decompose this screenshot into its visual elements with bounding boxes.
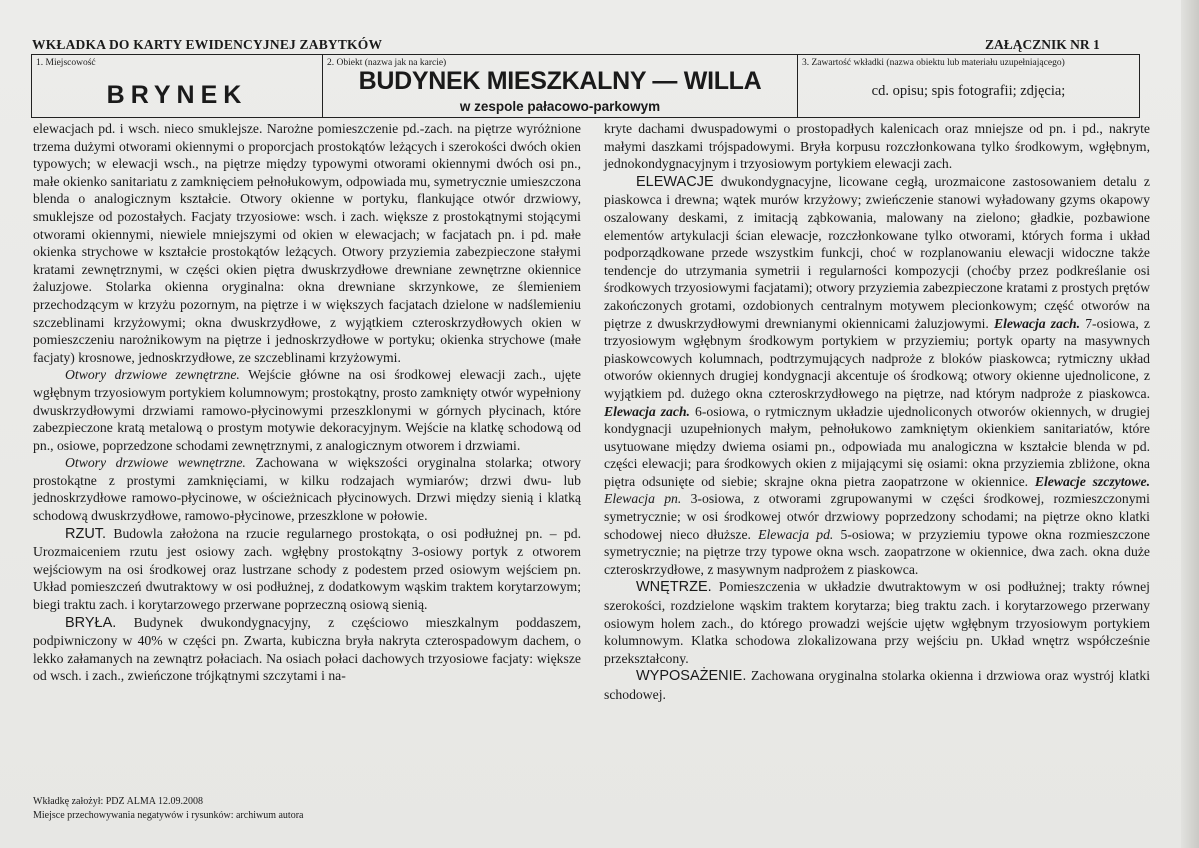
object-label: 2. Obiekt (nazwa jak na karcie) xyxy=(327,58,447,68)
footer-storage: Miejsce przechowywania negatywów i rysunków: archiwum autora xyxy=(33,810,304,821)
page-edge-shadow xyxy=(1181,0,1199,848)
location-label: 1. Miejscowość xyxy=(36,58,96,68)
paragraph-elevations: ELEWACJE dwukondygnacyjne, licowane cegłą, urozmaicone zastosowaniem detalu z piaskowca i drewna; wątek murów krzyżowy; zwieńczenie stanowi wyładowany gzyms okapowy oszalowany deskami, z imitacją ząbkowania, malowany na zielono; gładkie, pozbawione elementów artykulacji ścian elewacje, rozczłonkowane tylko otworami, których forma i układ podporządkowane przede wszystkim funkcji, choć w rozplanowaniu elewacji widoczne także tendencje do utrzymania symetrii i regularności kompozycji (choćby przez podkreślanie osi środkowych trzyosiowymi facjatami); otwory przyziemia zabezpieczone kratami z prostych prętów zakończonych grotami, ozdobionych centralnym motywem plecionkowym; część otworów na piętrze z dwuskrzydłowymi drewnianymi okiennicami żaluzjowymi. Elewacja zach. 7-osiowa, z trzyosiowym wgłębnym środkowym portykiem w przyziemiu; portyk oparty na masywnych piaskowcowych kolumnach, podtrzymujących nadproże z bloków piaskowca; rytmiczny układ otworów okiennych drugiej kondygnacji akcentuje oś środkową; otwory okienne ujednolicone, z wyjątkiem pd. dużego okna czteroskrzydłowego na piętrze, nad którym nadproże z piaskowca. Elewacja zach. 6-osiowa, o rytmicznym układzie ujednoliconych otworów okiennych, w drugiej kondygnacji uzupełnionych małym, pełnołukowo zamkniętym okienkiem sanitariatów, które usytuowane między dwiema osiami pn., odpowiada mu analogiczna w kształcie blenda w pd. części elewacji; para środkowych okien z mijającymi się osiami: okna przyziemia zbliżone, okna piętra odsunięte od siebie; skrajne okna pietra zaopatrzone w okiennice. Elewacje szczytowe. Elewacja pn. 3-osiowa, z otworami zgrupowanymi w części środkowej, rozmieszczonymi symetrycznie; w osi środkowej otwór drzwiowy poprzedzony schodami; na piętrze okno klatki schodowej nieco dłuższe. Elewacja pd. 5-osiowa; w przyziemiu typowe okna rozmieszczone symetrycznie; na piętrze trzy typowe okna wsch. zaopatrzone w okiennice, dwa zach. okna duże czteroskrzydłowe, z masywnym nadprożem z piaskowca. xyxy=(604,173,1150,577)
left-column xyxy=(33,120,581,685)
location-box xyxy=(31,54,322,118)
contents-box xyxy=(797,54,1140,118)
paragraph-windows: elewacjach pd. i wsch. nieco smuklejsze. Narożne pomieszczenie pd.-zach. na piętrze wyróżnione trzema dużymi otworami okiennymi o proporcjach prostokątów leżących i szerokości dwóch okien typowych; w elewacji wsch., na piętrze między typowymi otworami okiennymi dwóch osi pn., małe okienko sanitariatu z zamknięciem pełnołukowym, odpowiada mu, symetrycznie umieszczona blenda o analogicznym kształcie. Otwory okienne w portyku, flankujące otwór drzwiowy, smuklejsze od pozostałych. Facjaty trzyosiowe: wsch. i zach. większe z prostokątnymi stojącymi otworami okiennymi, niewiele mniejszymi od okien w elewacjach; w facjatach pn. i pd. małe okienka strychowe w kształcie prostokątów leżących. Otwory przyziemia zabezpieczone stałymi kratami zewnętrznymi, w części okien piętra dwuskrzydłowe drewniane zewnętrzne okiennice żaluzjowe. Stolarka okienna oryginalna: okna drewniane skrzynkowe, ze ślemieniem przechodzącym w krzyżu pozornym, na piętrze i w większych facjatach dzielone w nadślemieniu szczeblinami krzyżowymi; okna dwuskrzydłowe, z wyjątkiem czteroskrzydłowych okien w pomieszczeniu narożnikowym na piętrze i jednoskrzydłowe w portyku; okienka strychowe (małe facjaty) krosnowe, jednoskrzydłowe, ze szczeblinami krzyżowymi. xyxy=(33,121,581,365)
heading-massing: BRYŁA. xyxy=(65,614,117,631)
contents-label: 3. Zawartość wkładki (nazwa obiektu lub materiału uzupełniającego) xyxy=(802,58,1065,68)
heading-plan: RZUT. xyxy=(65,525,107,542)
paragraph-plan: RZUT. Budowla założona na rzucie regularnego prostokąta, o osi podłużnej pn. – pd. Urozmaiceniem rzutu jest osiowy zach. wgłębny prostokątny 3-osiowy portyk z otworem wejściowym na osi środkowej oraz lustrzane schody z podestem przed osiowym wejściem pn. Układ pomieszczeń dwutraktowy w osi podłużnej, z dodatkowym wąskim traktem korytarzowym; biegi traktu zach. i korytarzowego przerwane poprzeczną osiową sienią. xyxy=(33,525,581,613)
paragraph-furnishings: WYPOSAŻENIE. Zachowana oryginalna stolarka okienna i drzwiowa oraz wystrój klatki schodowej. xyxy=(604,668,1150,702)
heading-interior: WNĘTRZE. xyxy=(636,579,712,596)
location-value: BRYNEK xyxy=(106,81,248,109)
object-box xyxy=(322,54,797,118)
annex-label: ZAŁĄCZNIK NR 1 xyxy=(985,37,1100,52)
paragraph-massing-cont: kryte dachami dwuspadowymi o prostopadłych kalenicach oraz mniejsze od pn. i pd., nakryte małymi daszkami trójspadowymi. Bryła korpusu rozczłonkowana tylko środkowym, wgłębnym, jednokondygnacyjnym i trzyosiowym portykiem elewacji zach. xyxy=(604,121,1150,172)
document-title: WKŁADKA DO KARTY EWIDENCYJNEJ ZABYTKÓW xyxy=(32,37,383,52)
heading-furnishings: WYPOSAŻENIE. xyxy=(636,668,747,685)
contents-value: cd. opisu; spis fotografii; zdjęcia; xyxy=(871,83,1066,99)
heading-elevations: ELEWACJE xyxy=(636,173,714,190)
paragraph-massing: BRYŁA. Budynek dwukondygnacyjny, z częściowo mieszkalnym poddaszem, podpiwniczony w 40% w części pn. Zwarta, kubiczna bryła nakryta czterospadowym dachem, o lekko załamanych na zewnątrz połaciach. Na osiach połaci dachowych trzyosiowe facjaty: większe od wsch. i zach., zwieńczone trójkątnymi szczytami i na- xyxy=(33,614,581,684)
object-subtitle: w zespole pałacowo-parkowym xyxy=(459,99,661,114)
heading-interior-doors: Otwory drzwiowe wewnętrzne. xyxy=(65,455,246,471)
heading-exterior-doors: Otwory drzwiowe zewnętrzne. xyxy=(65,367,240,383)
paragraph-exterior-doors: Otwory drzwiowe zewnętrzne. Wejście główne na osi środkowej elewacji zach., ujęte wgłębnym trzyosiowym portykiem kolumnowym; prostokątny, prosto zamknięty otwór wypełniony dwuskrzydłowymi drzwiami ramowo-płycinowymi przeszklonymi w górnych płycinach, które zabezpieczone kratą metalową o prostym motywie dekoracyjnym. Wejście na klatkę schodową od pn., osiowe, poprzedzone schodami zewnętrznymi, z analogicznym otworem i drzwiami. xyxy=(33,367,581,453)
paragraph-interior-doors: Otwory drzwiowe wewnętrzne. Zachowana w większości oryginalna stolarka; otwory prostokątne z prostymi zamknięciami, w kilku rodzajach wymiarów; drzwi dwu- lub jednoskrzydłowe ramowo-płycinowe, w ościeżnicach płycinowych. Drzwi między sienią i klatką schodową dwuskrzydłowe, ramowo-płycinowe, przeszklone w połowie. xyxy=(33,455,581,524)
right-column xyxy=(604,120,1150,704)
paragraph-interior: WNĘTRZE. Pomieszczenia w układzie dwutraktowym w osi podłużnej; trakty równej szerokości, rozdzielone wąskim traktem korytarza; bieg traktu zach. i korytarzowego przerwany osiowym holem zach., do którego prowadzi wejście ujętw wgłębnym trzyosiowym portykiem kolumnowym. Klatka schodowa zlokalizowana przy wejściu pn. Układ wnętrz współcześnie przekształcony. xyxy=(604,579,1150,666)
object-value: BUDYNEK MIESZKALNY — WILLA xyxy=(358,67,762,95)
footer-author: Wkładkę założył: PDZ ALMA 12.09.2008 xyxy=(33,796,203,807)
